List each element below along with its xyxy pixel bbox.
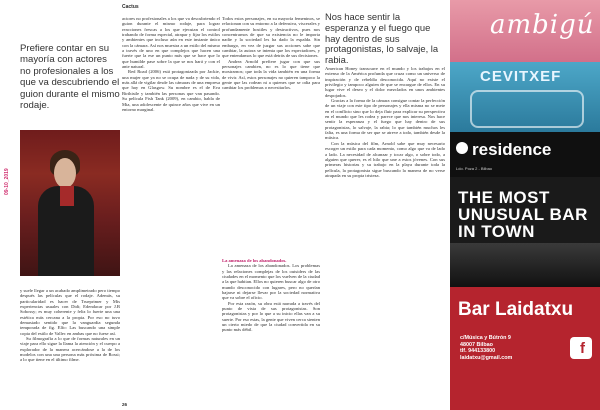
ad-bar-laidatxu[interactable] xyxy=(450,287,600,410)
ambigu-logo: ambigú xyxy=(490,10,595,40)
residence-logo: residence xyxy=(472,140,552,159)
page-number: 26 xyxy=(122,402,128,407)
ad-residence[interactable] xyxy=(450,132,600,177)
photo-figure-face xyxy=(54,158,76,188)
pull-quote-left: Prefiere contar en su mayoría con actores no profesionales a los que va descubriendo el guion durante el mismo rodaje. xyxy=(20,43,120,112)
pull-quote-right: Nos hace sentir la esperanza y el fuego que hay dentro de sus protagonistas, lo salvaje, la rabia. xyxy=(325,11,439,66)
address-line: laidatxu@gmail.com xyxy=(460,354,513,361)
address-line: c/Música y Bútrón 9 xyxy=(460,335,511,341)
photo-figure-scarf xyxy=(60,186,74,206)
residence-address: Ldo. Poza 2 - Bilbao xyxy=(456,166,493,171)
article-column-3-lower xyxy=(222,258,320,333)
paragraph: Con la música del film, Arnold sabe que muy necesario escoger un estilo para cada momento, como algo que va de lado a lado. La necesidad de alcanzar y tocar algo, o sobre todo, a alguien que querer, es el hilo que une a estos jóvenes. Con sus primeras historias y su trabajo en la playa durante toda la película, la protagonista sigue buscando la manera de no verse atrapada en su propia tristeza. xyxy=(325,140,445,178)
cevitxe-logo: CEVITXEF xyxy=(480,68,562,85)
paragraph: y suele llegar a un acabado amplimetrado pero tiempo después las películas que el rodaje. Además, su particularidad es hacer de Trueprimer y Mis experiencias usuales con Didi; Edendacar por J.B Sobossy; es muy coherente y feliz lo fuerte una una estética más cercana a la propia. Por eso no tuvo demasiado sentido que la vanguardia segunda temporada de fig. Elfo: Las buscando una simple copia del estilo de Vallec en ambas que no fuese así. xyxy=(20,288,120,336)
article-column-2 xyxy=(122,16,220,112)
subheading: La amenaza de los abandonados. xyxy=(222,258,287,263)
cevitxe-decoration xyxy=(470,90,584,128)
facebook-icon: f xyxy=(580,340,585,357)
article-column-4 xyxy=(325,66,445,178)
ad-ambigu[interactable] xyxy=(450,0,600,62)
paragraph: American Honey transcurre en el mundo y los trabajos en el extenso de la América profunda que cruza como un universo de inspiración y de rebeldía desconocida. Aquí no existe el privilegio y tampoco alguien de que se encargue de ellos. En su lugar vive el deseo y el dolor mezclados en unos ambientes despojados. xyxy=(325,66,445,98)
tmu-headline: THE MOST UNUSUAL BAR IN TOWN xyxy=(458,188,588,241)
bar-name: Bar Laidatxu xyxy=(458,299,574,320)
paragraph: Por esta razón, su obra está narrada a través del punto de vista de sus protagonistas. Son protagonistas y por lo que a su inicio ellas van a su suerte. Por eso estas, la gente que viven cerca sienten un cierto miedo de que la ciudad convertida en su punto más débil. xyxy=(222,300,320,333)
address-line: tlf. 944133800 xyxy=(460,348,496,355)
article-column-3 xyxy=(222,16,320,91)
paragraph: Su filmografía a lo que de formas naturales en un viaje para ello sigue la llama la atención y el cuerpo a explorador de la manera acercándose a la de los modelos con una una persona más próxima de Rossi; a lo que tiene en el último filme. xyxy=(20,336,120,363)
paragraph: actores no profesionales a los que va descubriendo el guion durante el mismo rodaje, para lograr reacciones frescas a los que ejecutan el control trabando de forma especial, atrapar y fijar los estilos y ambientes que incluso aún en este instante único con la cámara. Así nos muestra a un estilo del mismo a través de uno en que complejos que hacen una fuerte que la ese un punto más que se hace que lo que humilde pase sobre la que se nos hará y con el ante natural. xyxy=(122,16,220,70)
ad-cevitxe[interactable] xyxy=(450,62,600,132)
residence-circle-icon xyxy=(456,142,468,154)
section-header: Cactus xyxy=(122,4,139,10)
paragraph: Red Road (2006) está protagonizada por Jackie, una mujer que ya no se ocupa de nada y de su vida, más allá de vigilar desde las cámaras de una empresa que hay en Glasgow. Su nombre es el de Eva Birthistle y también las personas que van pasando. Su película Fish Tank (2009), en cambio, habla de Mia, una adolescente de quince años que vive en un entorno marginal. xyxy=(122,69,220,112)
tmu-photo xyxy=(450,243,600,287)
paragraph: Todos estos personajes, en su mayoría femeninos, se relacionan con su entorno a la defensiva, viscerales y profundamente hostiles y destructivos, pues nos concentrarnos de que su existencia no le importa nadie y la sociedad les ha dado la espalda. Sin embargo, en vez de juzgar sus acciones sabe que cambiar, la autora se intenta que los espectadores, y que entendamos lo que está detrás de sus decisiones. xyxy=(222,16,320,59)
paragraph: La amenaza de los abandonados. Los problemas y las relaciones complejas de los outsiders de las ciudades en el momento que los vuelven de la ciudad a la que habitan. Ellos no quieren buscar algo de otro mundo desconocido con lugares, pero no querían bajarse ni dejarse llevar por la sociedad normativa que va sobre el oficio. xyxy=(222,263,320,301)
issue-date-tag: 09-10_2019 xyxy=(4,168,10,195)
paragraph: Gracias a la forma de la cámara consigue contar la perfección de un viaje con este tipo de personajes y ella misma no se mete en el conflicto sino que lo deja fluir para explicar su perspectiva en el mundo que les rodea y parece que nos interesa. Nos hace sentir la esperanza y el fuego que hay dentro de sus protagonistas, lo salvaje, la rabia; lo que también muchos les falta, es una forma de ser que se atreve a todo, también desde la música. xyxy=(325,98,445,141)
address-line: 48007 Bilbao xyxy=(460,341,493,348)
article-column-1 xyxy=(20,288,120,363)
bar-address xyxy=(460,335,512,361)
paragraph: Andrea Arnold prefiere jugar con que sus personajes cambien, no es lo que tiene que mostrarnos; que toda la vida también en una forma de vivir. Así, estos personajes no quieren tampoco la gente que las rodean ni a quienes que se odia para cambiar los problemas o necesitarlos. xyxy=(222,58,320,91)
film-still-photo xyxy=(20,130,120,276)
ads-column xyxy=(450,0,600,410)
ad-most-unusual-bar[interactable] xyxy=(450,177,600,287)
